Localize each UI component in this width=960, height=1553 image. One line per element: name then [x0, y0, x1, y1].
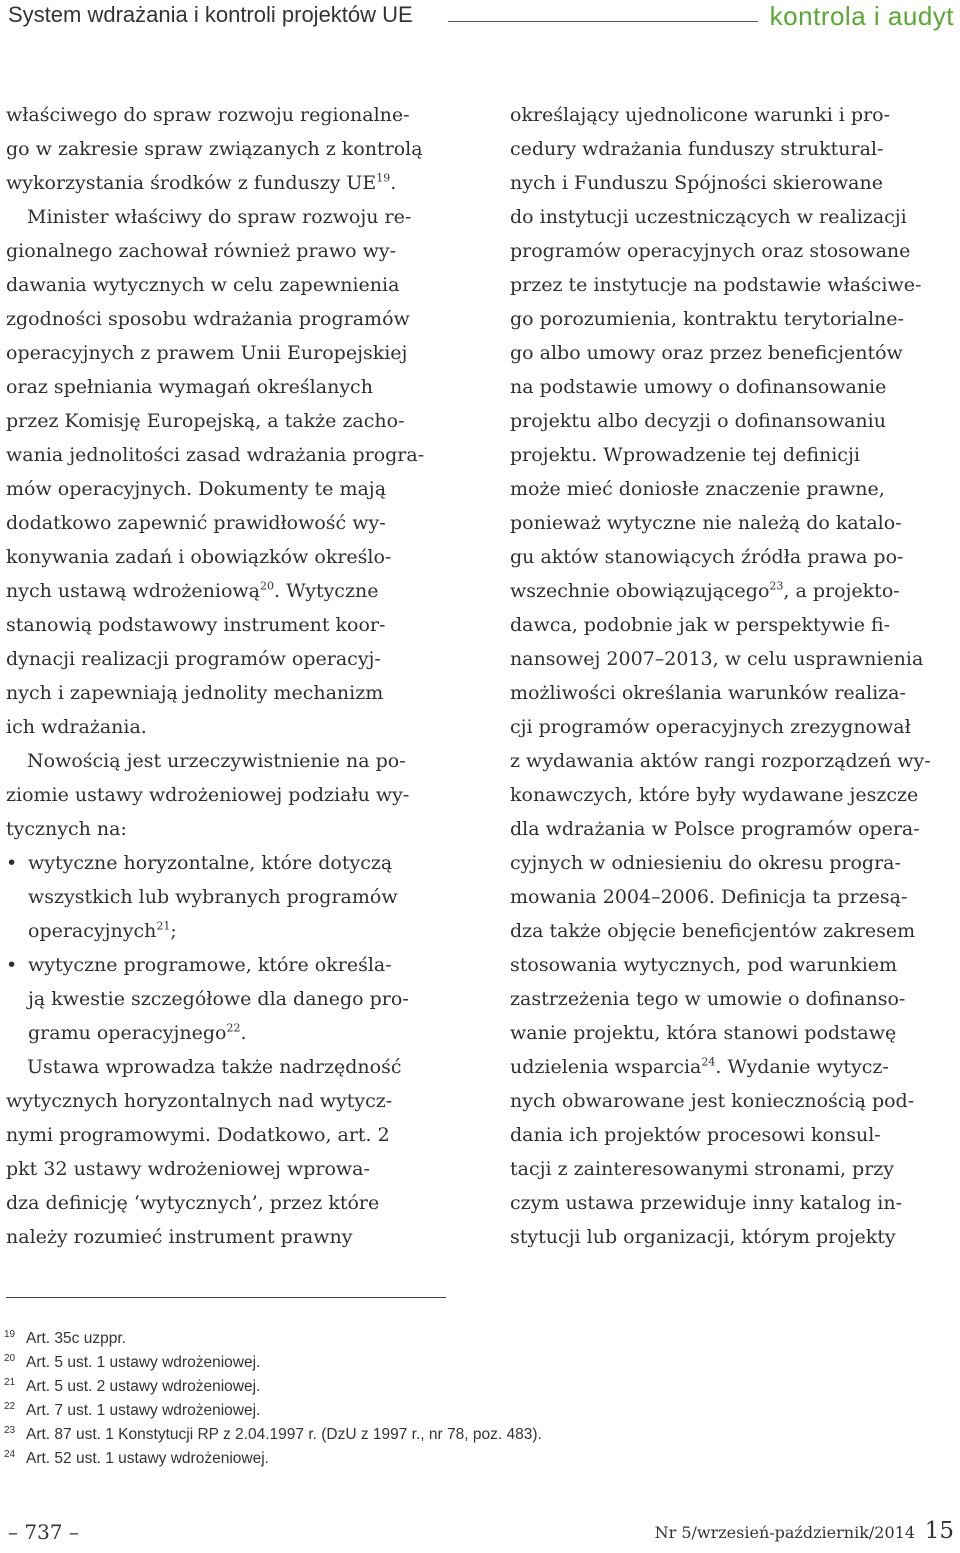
line-text: nych obwarowane jest koniecznością pod- — [510, 1090, 915, 1112]
text-line — [510, 1220, 956, 1254]
line-text: Nowością jest urzeczywistnienie na po- — [27, 750, 406, 772]
text-line — [510, 200, 956, 234]
text-line — [510, 472, 956, 506]
text-line — [510, 132, 956, 166]
text-line — [510, 1186, 956, 1220]
text-line — [510, 914, 956, 948]
text-line — [510, 710, 956, 744]
footnote-ref: 21 — [156, 919, 171, 933]
line-text: dania ich projektów procesowi konsul- — [510, 1124, 881, 1146]
text-line — [6, 98, 452, 132]
line-text: ją kwestie szczegółowe dla danego pro- — [28, 988, 409, 1010]
text-line — [6, 608, 452, 642]
footnote: 21 Art. 5 ust. 2 ustawy wdrożeniowej. — [4, 1376, 261, 1395]
line-text: pkt 32 ustawy wdrożeniowej wprowa- — [6, 1158, 370, 1180]
line-text: operacyjnych z prawem Unii Europejskiej — [6, 342, 408, 364]
line-text: zastrzeżenia tego w umowie o dofinanso- — [510, 988, 906, 1010]
issue-label: Nr 5/wrzesień-październik/2014 — [654, 1523, 915, 1542]
text-line — [510, 302, 956, 336]
text-line — [6, 234, 452, 268]
text-line — [6, 132, 452, 166]
line-text: ponieważ wytyczne nie należą do katalo- — [510, 512, 902, 534]
line-text: nansowej 2007–2013, w celu usprawnienia — [510, 648, 924, 670]
line-text: wania jednolitości zasad wdrażania progra- — [6, 444, 425, 466]
line-text: do instytucji uczestniczących w realizacji — [510, 206, 907, 228]
line-text: na podstawie umowy o dofinansowanie — [510, 376, 887, 398]
text-line — [510, 1016, 956, 1050]
footnote-ref: 20 — [260, 579, 275, 593]
line-text: Ustawa wprowadza także nadrzędność — [27, 1056, 402, 1078]
line-text: oraz spełniania wymagań określanych — [6, 376, 373, 398]
text-line — [510, 1152, 956, 1186]
line-text: konawczych, które były wydawane jeszcze — [510, 784, 919, 806]
text-line — [6, 574, 452, 608]
footnote-rule — [6, 1297, 446, 1298]
line-text: wszystkich lub wybranych programów — [28, 886, 398, 908]
text-line — [510, 166, 956, 200]
bullet-icon: • — [6, 954, 18, 976]
text-line — [510, 982, 956, 1016]
text-line — [6, 880, 452, 914]
text-line — [6, 778, 452, 812]
footnote-ref: 23 — [769, 579, 784, 593]
footnote-text: Art. 7 ust. 1 ustawy wdrożeniowej. — [26, 1402, 261, 1419]
footnote: 23 Art. 87 ust. 1 Konstytucji RP z 2.04.1997 r. (DzU z 1997 r., nr 78, poz. 483). — [4, 1424, 542, 1443]
line-text: z wydawania aktów rangi rozporządzeń wy- — [510, 750, 931, 772]
text-line — [510, 1084, 956, 1118]
text-line — [6, 1118, 452, 1152]
line-text: operacyjnych — [28, 920, 157, 942]
line-text: dynacji realizacji programów operacyj- — [6, 648, 381, 670]
text-line — [6, 1016, 452, 1050]
text-line — [6, 744, 452, 778]
line-text: programów operacyjnych oraz stosowane — [510, 240, 911, 262]
line-text: konywania zadań i obowiązków określo- — [6, 546, 392, 568]
running-title: System wdrażania i kontroli projektów UE — [8, 2, 413, 27]
text-line — [6, 506, 452, 540]
line-text: określający ujednolicone warunki i pro- — [510, 104, 891, 126]
line-text: dodatkowo zapewnić prawidłowość wy- — [6, 512, 386, 534]
folio-number: – 737 – — [8, 1520, 79, 1544]
line-text-after: . Wytyczne — [274, 580, 379, 602]
line-text: go albo umowy oraz przez beneficjentów — [510, 342, 903, 364]
line-text: wanie projektu, która stanowi podstawę — [510, 1022, 897, 1044]
footnote-text: Art. 87 ust. 1 Konstytucji RP z 2.04.1997 r. (DzU z 1997 r., nr 78, poz. 483). — [26, 1426, 542, 1443]
line-text: nych i zapewniają jednolity mechanizm — [6, 682, 384, 704]
line-text-after: . — [240, 1022, 247, 1044]
line-text: dawca, podobnie jak w perspektywie fi- — [510, 614, 891, 636]
text-line — [6, 268, 452, 302]
line-text: mów operacyjnych. Dokumenty te mają — [6, 478, 387, 500]
line-text: przez te instytucje na podstawie właściwe- — [510, 274, 922, 296]
text-line — [510, 676, 956, 710]
line-text: gramu operacyjnego — [28, 1022, 227, 1044]
line-text-after: . Wydanie wytycz- — [715, 1056, 889, 1078]
line-text: wytyczne programowe, które określa- — [28, 954, 392, 976]
line-text: dawania wytycznych w celu zapewnienia — [6, 274, 400, 296]
line-text: cedury wdrażania funduszy struktural- — [510, 138, 884, 160]
text-line — [6, 676, 452, 710]
text-line — [6, 642, 452, 676]
line-text: wykorzystania środków z funduszy UE — [6, 172, 377, 194]
footnote: 24 Art. 52 ust. 1 ustawy wdrożeniowej. — [4, 1448, 269, 1467]
text-line — [510, 98, 956, 132]
footnote-text: Art. 35c uzppr. — [26, 1330, 126, 1347]
line-text: gionalnego zachował również prawo wy- — [6, 240, 397, 262]
text-line — [6, 200, 452, 234]
footnotes — [4, 1327, 904, 1471]
text-line — [510, 846, 956, 880]
left-column — [6, 98, 452, 1254]
line-text-after: , a projekto- — [783, 580, 900, 602]
text-line — [510, 744, 956, 778]
line-text: tycznych na: — [6, 818, 127, 840]
page-number: 15 — [924, 1518, 954, 1544]
footnote: 22 Art. 7 ust. 1 ustawy wdrożeniowej. — [4, 1400, 261, 1419]
text-line — [6, 166, 452, 200]
line-text: ziomie ustawy wdrożeniowej podziału wy- — [6, 784, 410, 806]
line-text: wytyczne horyzontalne, które dotyczą — [28, 852, 393, 874]
line-text: gu aktów stanowiących źródła prawa po- — [510, 546, 904, 568]
text-line — [6, 846, 452, 880]
text-line — [510, 404, 956, 438]
bullet-icon: • — [6, 852, 18, 874]
line-text: mowania 2004–2006. Definicja ta przesą- — [510, 886, 908, 908]
line-text: nych i Funduszu Spójności skierowane — [510, 172, 883, 194]
line-text: udzielenia wsparcia — [510, 1056, 702, 1078]
text-line — [6, 472, 452, 506]
text-line — [510, 642, 956, 676]
line-text: możliwości określania warunków realiza- — [510, 682, 906, 704]
footnote-text: Art. 5 ust. 2 ustawy wdrożeniowej. — [26, 1378, 261, 1395]
text-line — [6, 540, 452, 574]
text-line — [6, 948, 452, 982]
text-line — [6, 438, 452, 472]
footnote-text: Art. 52 ust. 1 ustawy wdrożeniowej. — [26, 1450, 269, 1467]
text-line — [6, 1084, 452, 1118]
line-text: tacji z zainteresowanymi stronami, przy — [510, 1158, 895, 1180]
text-line — [6, 914, 452, 948]
line-text: dla wdrażania w Polsce programów opera- — [510, 818, 920, 840]
footnote-text: Art. 5 ust. 1 ustawy wdrożeniowej. — [26, 1354, 261, 1371]
text-line — [510, 234, 956, 268]
line-text: może mieć doniosłe znaczenie prawne, — [510, 478, 885, 500]
line-text: projektu albo decyzji o dofinansowaniu — [510, 410, 886, 432]
footnote-ref: 24 — [701, 1055, 716, 1069]
line-text: wszechnie obowiązującego — [510, 580, 770, 602]
footnote: 20 Art. 5 ust. 1 ustawy wdrożeniowej. — [4, 1352, 261, 1371]
text-line — [510, 268, 956, 302]
text-line — [510, 540, 956, 574]
page-footer — [0, 1520, 960, 1550]
text-line — [510, 778, 956, 812]
line-text: cji programów operacyjnych zrezygnował — [510, 716, 911, 738]
line-text: nymi programowymi. Dodatkowo, art. 2 — [6, 1124, 390, 1146]
text-line — [510, 574, 956, 608]
line-text: dza także objęcie beneficjentów zakresem — [510, 920, 916, 942]
line-text: go w zakresie spraw związanych z kontrolą — [6, 138, 423, 160]
line-text-after: ; — [170, 920, 177, 942]
line-text: właściwego do spraw rozwoju regionalne- — [6, 104, 410, 126]
text-line — [510, 812, 956, 846]
section-label: kontrola i audyt — [769, 1, 954, 31]
text-line — [6, 982, 452, 1016]
line-text: czym ustawa przewiduje inny katalog in- — [510, 1192, 903, 1214]
line-text-after: . — [390, 172, 397, 194]
text-line — [6, 1050, 452, 1084]
line-text: nych ustawą wdrożeniową — [6, 580, 261, 602]
line-text: Minister właściwy do spraw rozwoju re- — [27, 206, 412, 228]
line-text: stanowią podstawowy instrument koor- — [6, 614, 386, 636]
text-line — [6, 336, 452, 370]
line-text: zgodności sposobu wdrażania programów — [6, 308, 410, 330]
footnote: 19 Art. 35c uzppr. — [4, 1328, 126, 1347]
line-text: wytycznych horyzontalnych nad wytycz- — [6, 1090, 393, 1112]
line-text: stytucji lub organizacji, którym projekty — [510, 1226, 896, 1248]
text-line — [510, 948, 956, 982]
line-text: dza definicję ‘wytycznych’, przez które — [6, 1192, 380, 1214]
line-text: stosowania wytycznych, pod warunkiem — [510, 954, 898, 976]
line-text: projektu. Wprowadzenie tej definicji — [510, 444, 860, 466]
line-text: ich wdrażania. — [6, 716, 147, 738]
text-line — [510, 370, 956, 404]
right-column — [510, 98, 956, 1254]
text-line — [510, 506, 956, 540]
text-line — [6, 302, 452, 336]
text-line — [510, 608, 956, 642]
footnote-ref: 22 — [226, 1021, 241, 1035]
text-line — [6, 710, 452, 744]
text-line — [510, 880, 956, 914]
text-line — [510, 1118, 956, 1152]
text-line — [6, 1152, 452, 1186]
text-line — [510, 438, 956, 472]
line-text: go porozumienia, kontraktu terytorialne- — [510, 308, 904, 330]
line-text: przez Komisję Europejską, a także zacho- — [6, 410, 405, 432]
text-line — [6, 370, 452, 404]
header-rule — [448, 21, 758, 22]
footnote-ref: 19 — [376, 171, 391, 185]
text-line — [510, 336, 956, 370]
text-line — [6, 404, 452, 438]
text-line — [6, 812, 452, 846]
page-header — [8, 2, 956, 32]
line-text: należy rozumieć instrument prawny — [6, 1226, 353, 1248]
text-line — [510, 1050, 956, 1084]
text-line — [6, 1220, 452, 1254]
line-text: cyjnych w odniesieniu do okresu progra- — [510, 852, 901, 874]
text-line — [6, 1186, 452, 1220]
